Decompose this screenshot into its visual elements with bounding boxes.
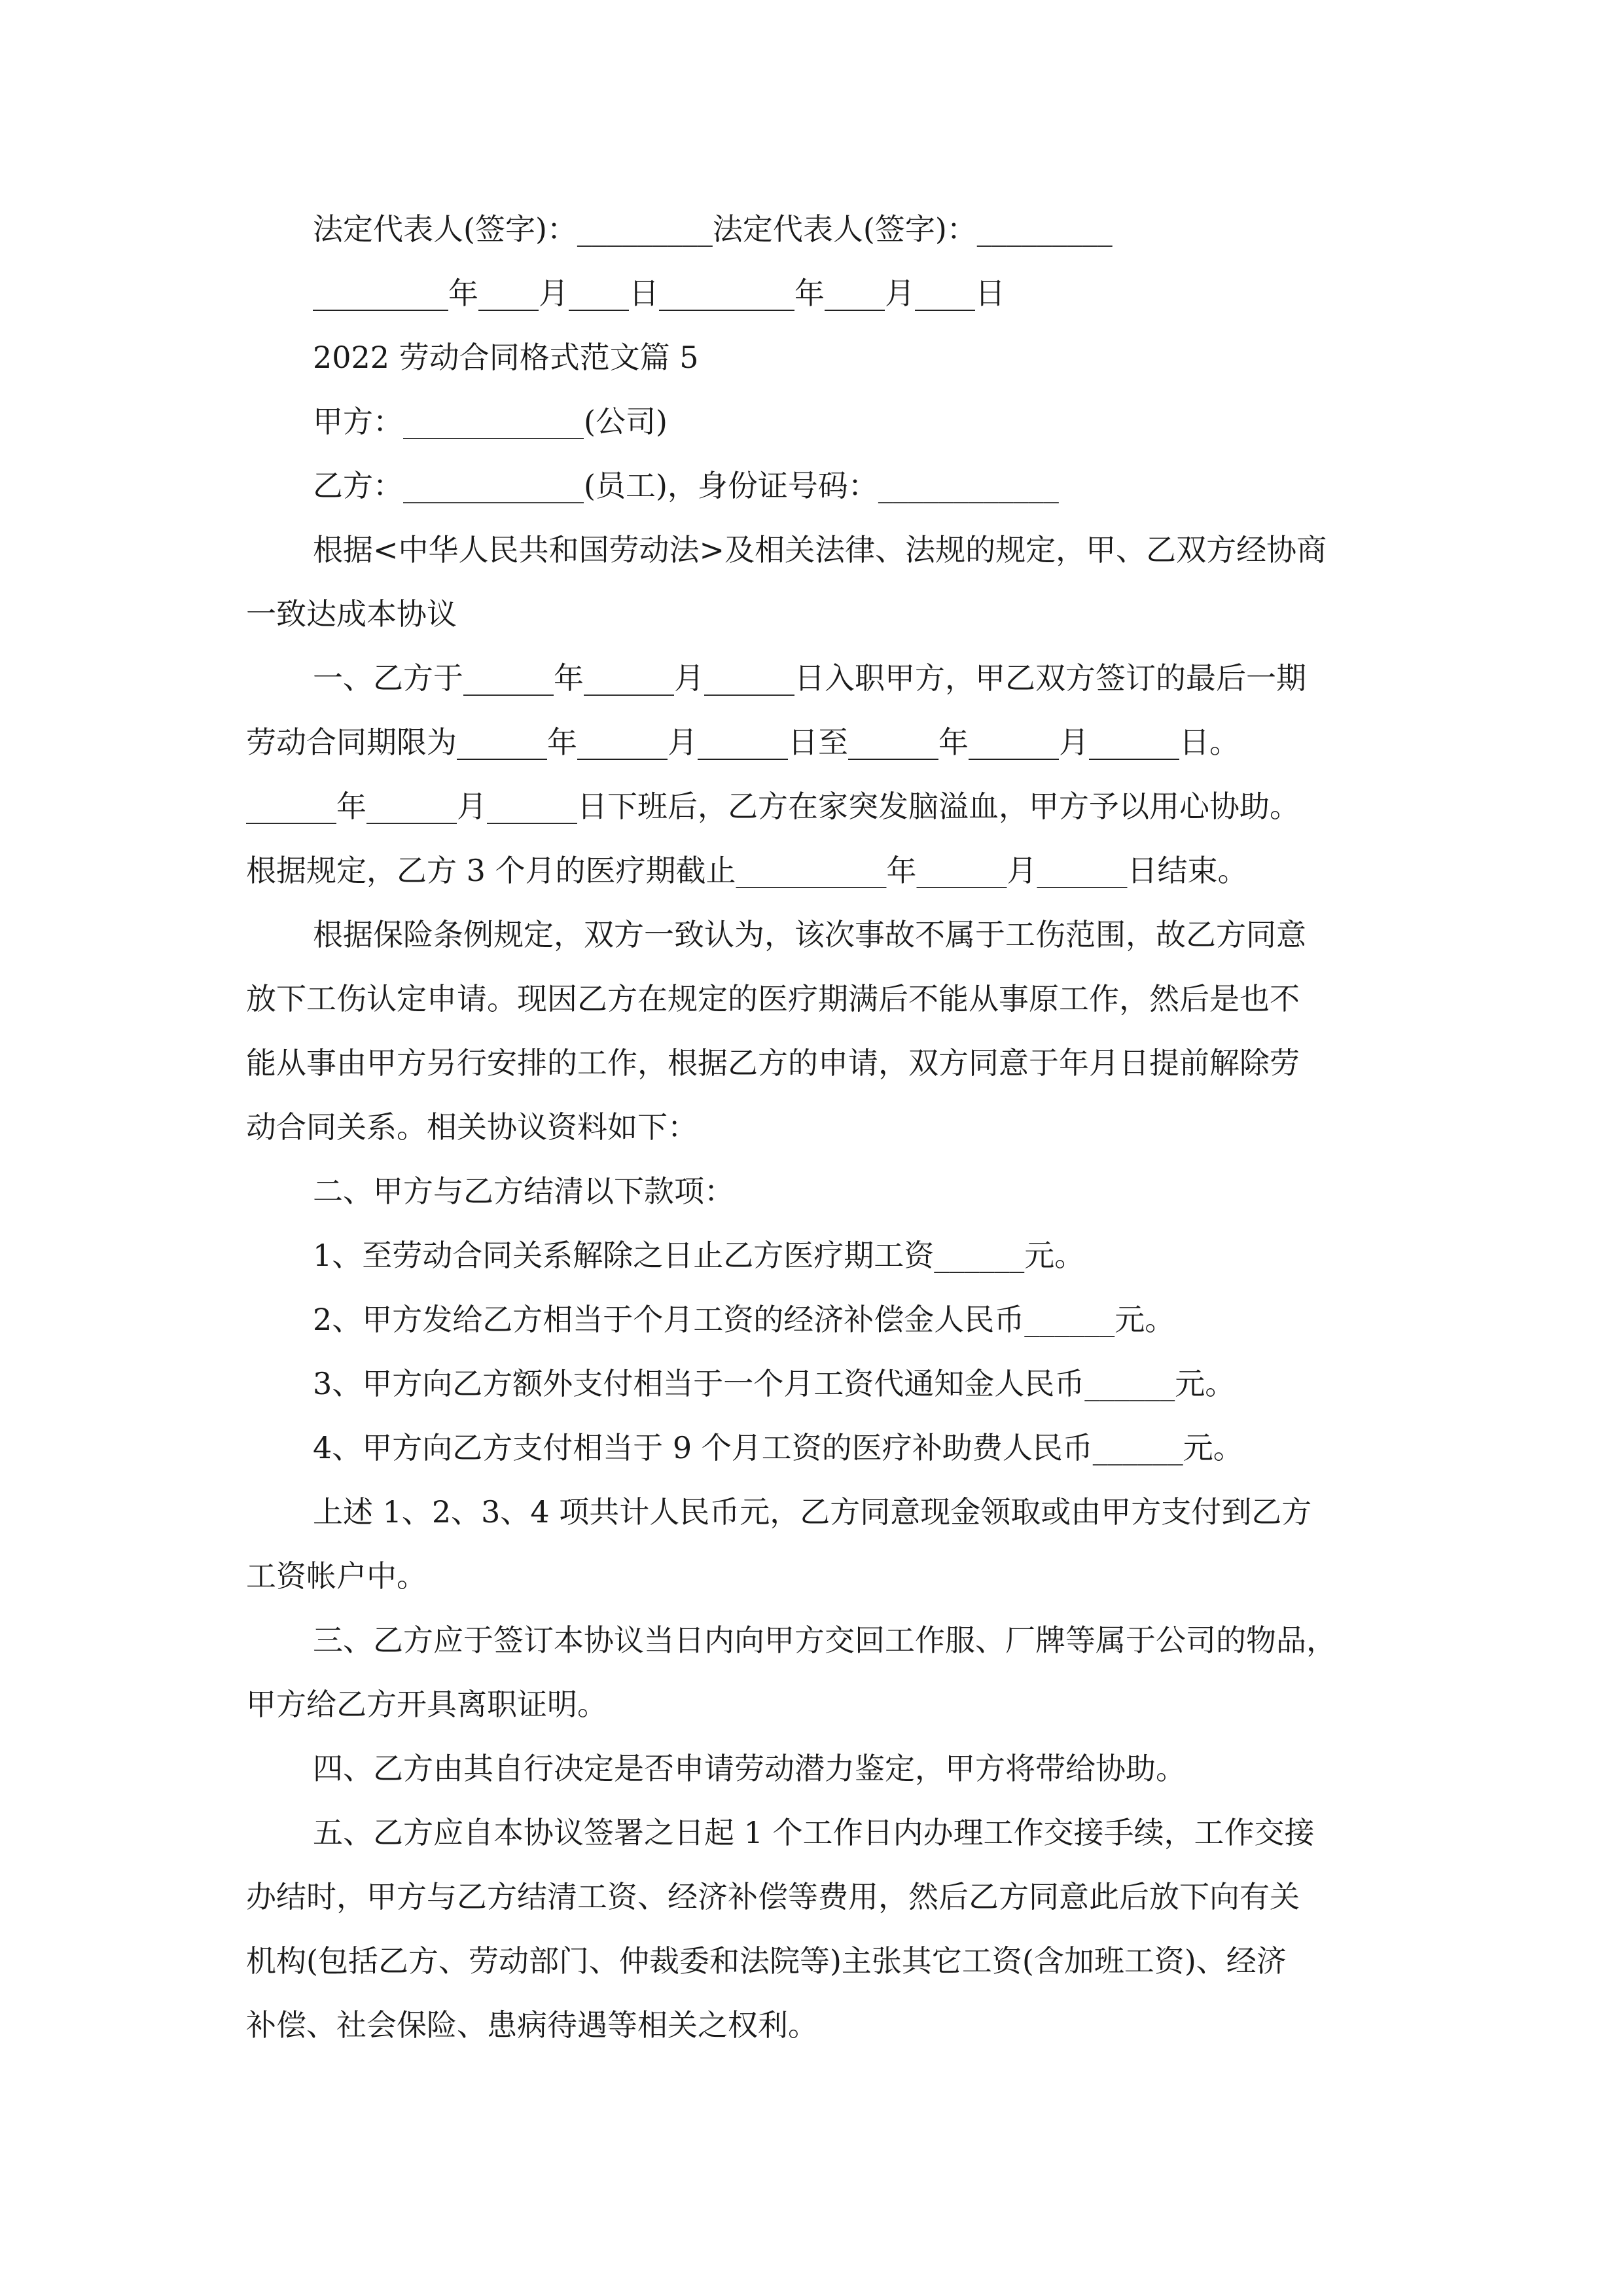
paragraph-line: 根据保险条例规定，双方一致认为，该次事故不属于工伤范围，故乙方同意 xyxy=(313,917,1306,952)
paragraph-line: 动合同关系。相关协议资料如下： xyxy=(246,1109,698,1145)
paragraph-line: 上述 1、2、3、4 项共计人民币元，乙方同意现金领取或由甲方支付到乙方 xyxy=(313,1494,1312,1530)
paragraph-line: 根据规定，乙方 3 个月的医疗期截止__________年______月______日结束。 xyxy=(246,853,1248,888)
paragraph-line: 三、乙方应于签订本协议当日内向甲方交回工作服、厂牌等属于公司的物品， xyxy=(313,1623,1336,1658)
list-item: 4、甲方向乙方支付相当于 9 个月工资的医疗补助费人民币______元。 xyxy=(313,1430,1243,1465)
signature-line: 法定代表人(签字)：_________法定代表人(签字)：_________ xyxy=(313,211,1113,247)
paragraph-line: 四、乙方由其自行决定是否申请劳动潜力鉴定，甲方将带给协助。 xyxy=(313,1751,1186,1786)
party-a-line: 甲方：____________(公司) xyxy=(313,404,668,439)
paragraph-line: 机构(包括乙方、劳动部门、仲裁委和法院等)主张其它工资(含加班工资)、经济 xyxy=(246,1943,1287,1979)
list-item: 3、甲方向乙方额外支付相当于一个月工资代通知金人民币______元。 xyxy=(313,1366,1236,1401)
list-item: 2、甲方发给乙方相当于个月工资的经济补偿金人民币______元。 xyxy=(313,1302,1175,1337)
paragraph-line: 能从事由甲方另行安排的工作，根据乙方的申请，双方同意于年月日提前解除劳 xyxy=(246,1045,1300,1081)
paragraph-line: 二、甲方与乙方结清以下款项： xyxy=(313,1174,734,1209)
paragraph-line: 补偿、社会保险、患病待遇等相关之权利。 xyxy=(246,2007,818,2043)
date-line: _________年____月____日_________年____月____日 xyxy=(313,276,1005,311)
paragraph-line: ______年______月______日下班后，乙方在家突发脑溢血，甲方予以用心协助。 xyxy=(246,789,1300,824)
paragraph-line: 根据<中华人民共和国劳动法>及相关法律、法规的规定，甲、乙双方经协商 xyxy=(313,532,1327,567)
paragraph-line: 一、乙方于______年______月______日入职甲方，甲乙双方签订的最后一期 xyxy=(313,660,1306,696)
paragraph-line: 劳动合同期限为______年______月______日至______年______月______日。 xyxy=(246,725,1240,760)
paragraph-line: 五、乙方应自本协议签署之日起 1 个工作日内办理工作交接手续，工作交接 xyxy=(313,1815,1315,1850)
party-b-line: 乙方：____________(员工)，身份证号码：____________ xyxy=(313,468,1059,503)
paragraph-line: 甲方给乙方开具离职证明。 xyxy=(246,1687,607,1722)
paragraph-line: 工资帐户中。 xyxy=(246,1558,427,1594)
section-title: 2022 劳动合同格式范文篇 5 xyxy=(313,340,699,375)
paragraph-line: 办结时，甲方与乙方结清工资、经济补偿等费用，然后乙方同意此后放下向有关 xyxy=(246,1879,1300,1914)
paragraph-line: 一致达成本协议 xyxy=(246,596,457,632)
paragraph-line: 放下工伤认定申请。现因乙方在规定的医疗期满后不能从事原工作，然后是也不 xyxy=(246,981,1300,1016)
list-item: 1、至劳动合同关系解除之日止乙方医疗期工资______元。 xyxy=(313,1238,1085,1273)
